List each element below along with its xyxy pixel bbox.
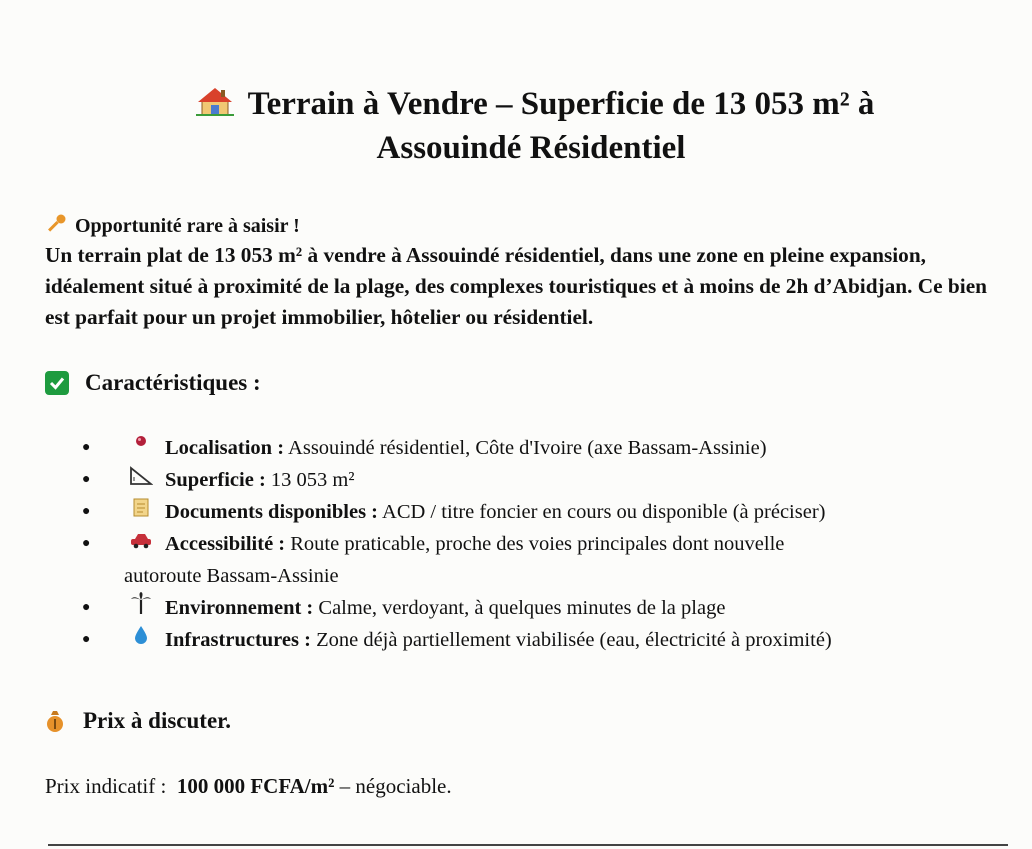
intro-paragraph [45, 240, 1012, 333]
feature-label: Documents disponibles : [165, 501, 379, 523]
feature-label: Localisation : [165, 437, 285, 459]
divider [48, 844, 1008, 846]
list-item [82, 592, 1022, 624]
list-item [82, 624, 1022, 656]
list-item [82, 464, 1022, 496]
price-label: Prix indicatif : [45, 774, 167, 798]
price-heading [45, 704, 1012, 738]
opportunity-heading [45, 212, 1012, 240]
bullet: ● [82, 632, 91, 647]
feature-label: Superficie : [165, 469, 266, 491]
feature-label: Environnement : [165, 597, 314, 619]
features-list [82, 432, 1022, 656]
feature-value: Assouindé résidentiel, Côte d'Ivoire (axe Bassam-Assinie) [288, 437, 767, 459]
features-heading [45, 366, 1012, 400]
house-icon [196, 86, 234, 116]
feature-label: Infrastructures : [165, 629, 311, 651]
feature-value-continued: autoroute Bassam-Assinie [124, 565, 339, 587]
feature-value: Zone déjà partiellement viabilisée (eau, électricité à proximité) [316, 629, 832, 651]
feature-label: Accessibilité : [165, 533, 286, 555]
checkmark-icon [45, 371, 69, 395]
bullet: ● [82, 504, 91, 519]
palm-tree-icon [129, 592, 153, 626]
list-item [82, 432, 1022, 464]
list-item [82, 496, 1022, 528]
page-title [60, 82, 1002, 170]
title-line-1-text: Terrain à Vendre – Superficie de 13 053 m² à [247, 86, 875, 122]
intro-text: Un terrain plat de 13 053 m² à vendre à Assouindé résidentiel, dans une zone en pleine expansion, idéalement situé à proximité de la plage, des complexes touristiques et à moins de 2h d’Abidjan. Ce bien est parfait pour un projet immobilier, hôtelier ou résidentiel. [45, 243, 987, 329]
car-icon [129, 528, 153, 560]
feature-value: 13 053 m² [270, 469, 355, 491]
feature-value: ACD / titre foncier en cours ou disponible (à préciser) [382, 501, 826, 523]
features-heading-text: Caractéristiques : [85, 370, 261, 395]
bullet: ● [82, 440, 91, 455]
title-line-2: Assouindé Résidentiel [376, 130, 686, 166]
feature-value: Calme, verdoyant, à quelques minutes de la plage [318, 597, 726, 619]
droplet-icon [129, 624, 153, 656]
key-icon [45, 213, 67, 235]
money-bag-icon [45, 709, 65, 733]
price-heading-text: Prix à discuter. [83, 708, 231, 733]
triangle-ruler-icon [129, 464, 153, 496]
feature-value: Route praticable, proche des voies principales dont nouvelle [290, 533, 785, 555]
bullet: ● [82, 536, 91, 551]
title-line-1 [60, 82, 1002, 126]
price-value: 100 000 FCFA/m² [176, 774, 335, 798]
bullet: ● [82, 600, 91, 615]
pin-icon [129, 432, 153, 464]
document-icon [129, 496, 153, 528]
opportunity-heading-text: Opportunité rare à saisir ! [75, 215, 300, 237]
price-line [45, 770, 1012, 802]
bullet: ● [82, 472, 91, 487]
price-suffix: – négociable. [339, 774, 452, 798]
list-item [82, 528, 1022, 592]
